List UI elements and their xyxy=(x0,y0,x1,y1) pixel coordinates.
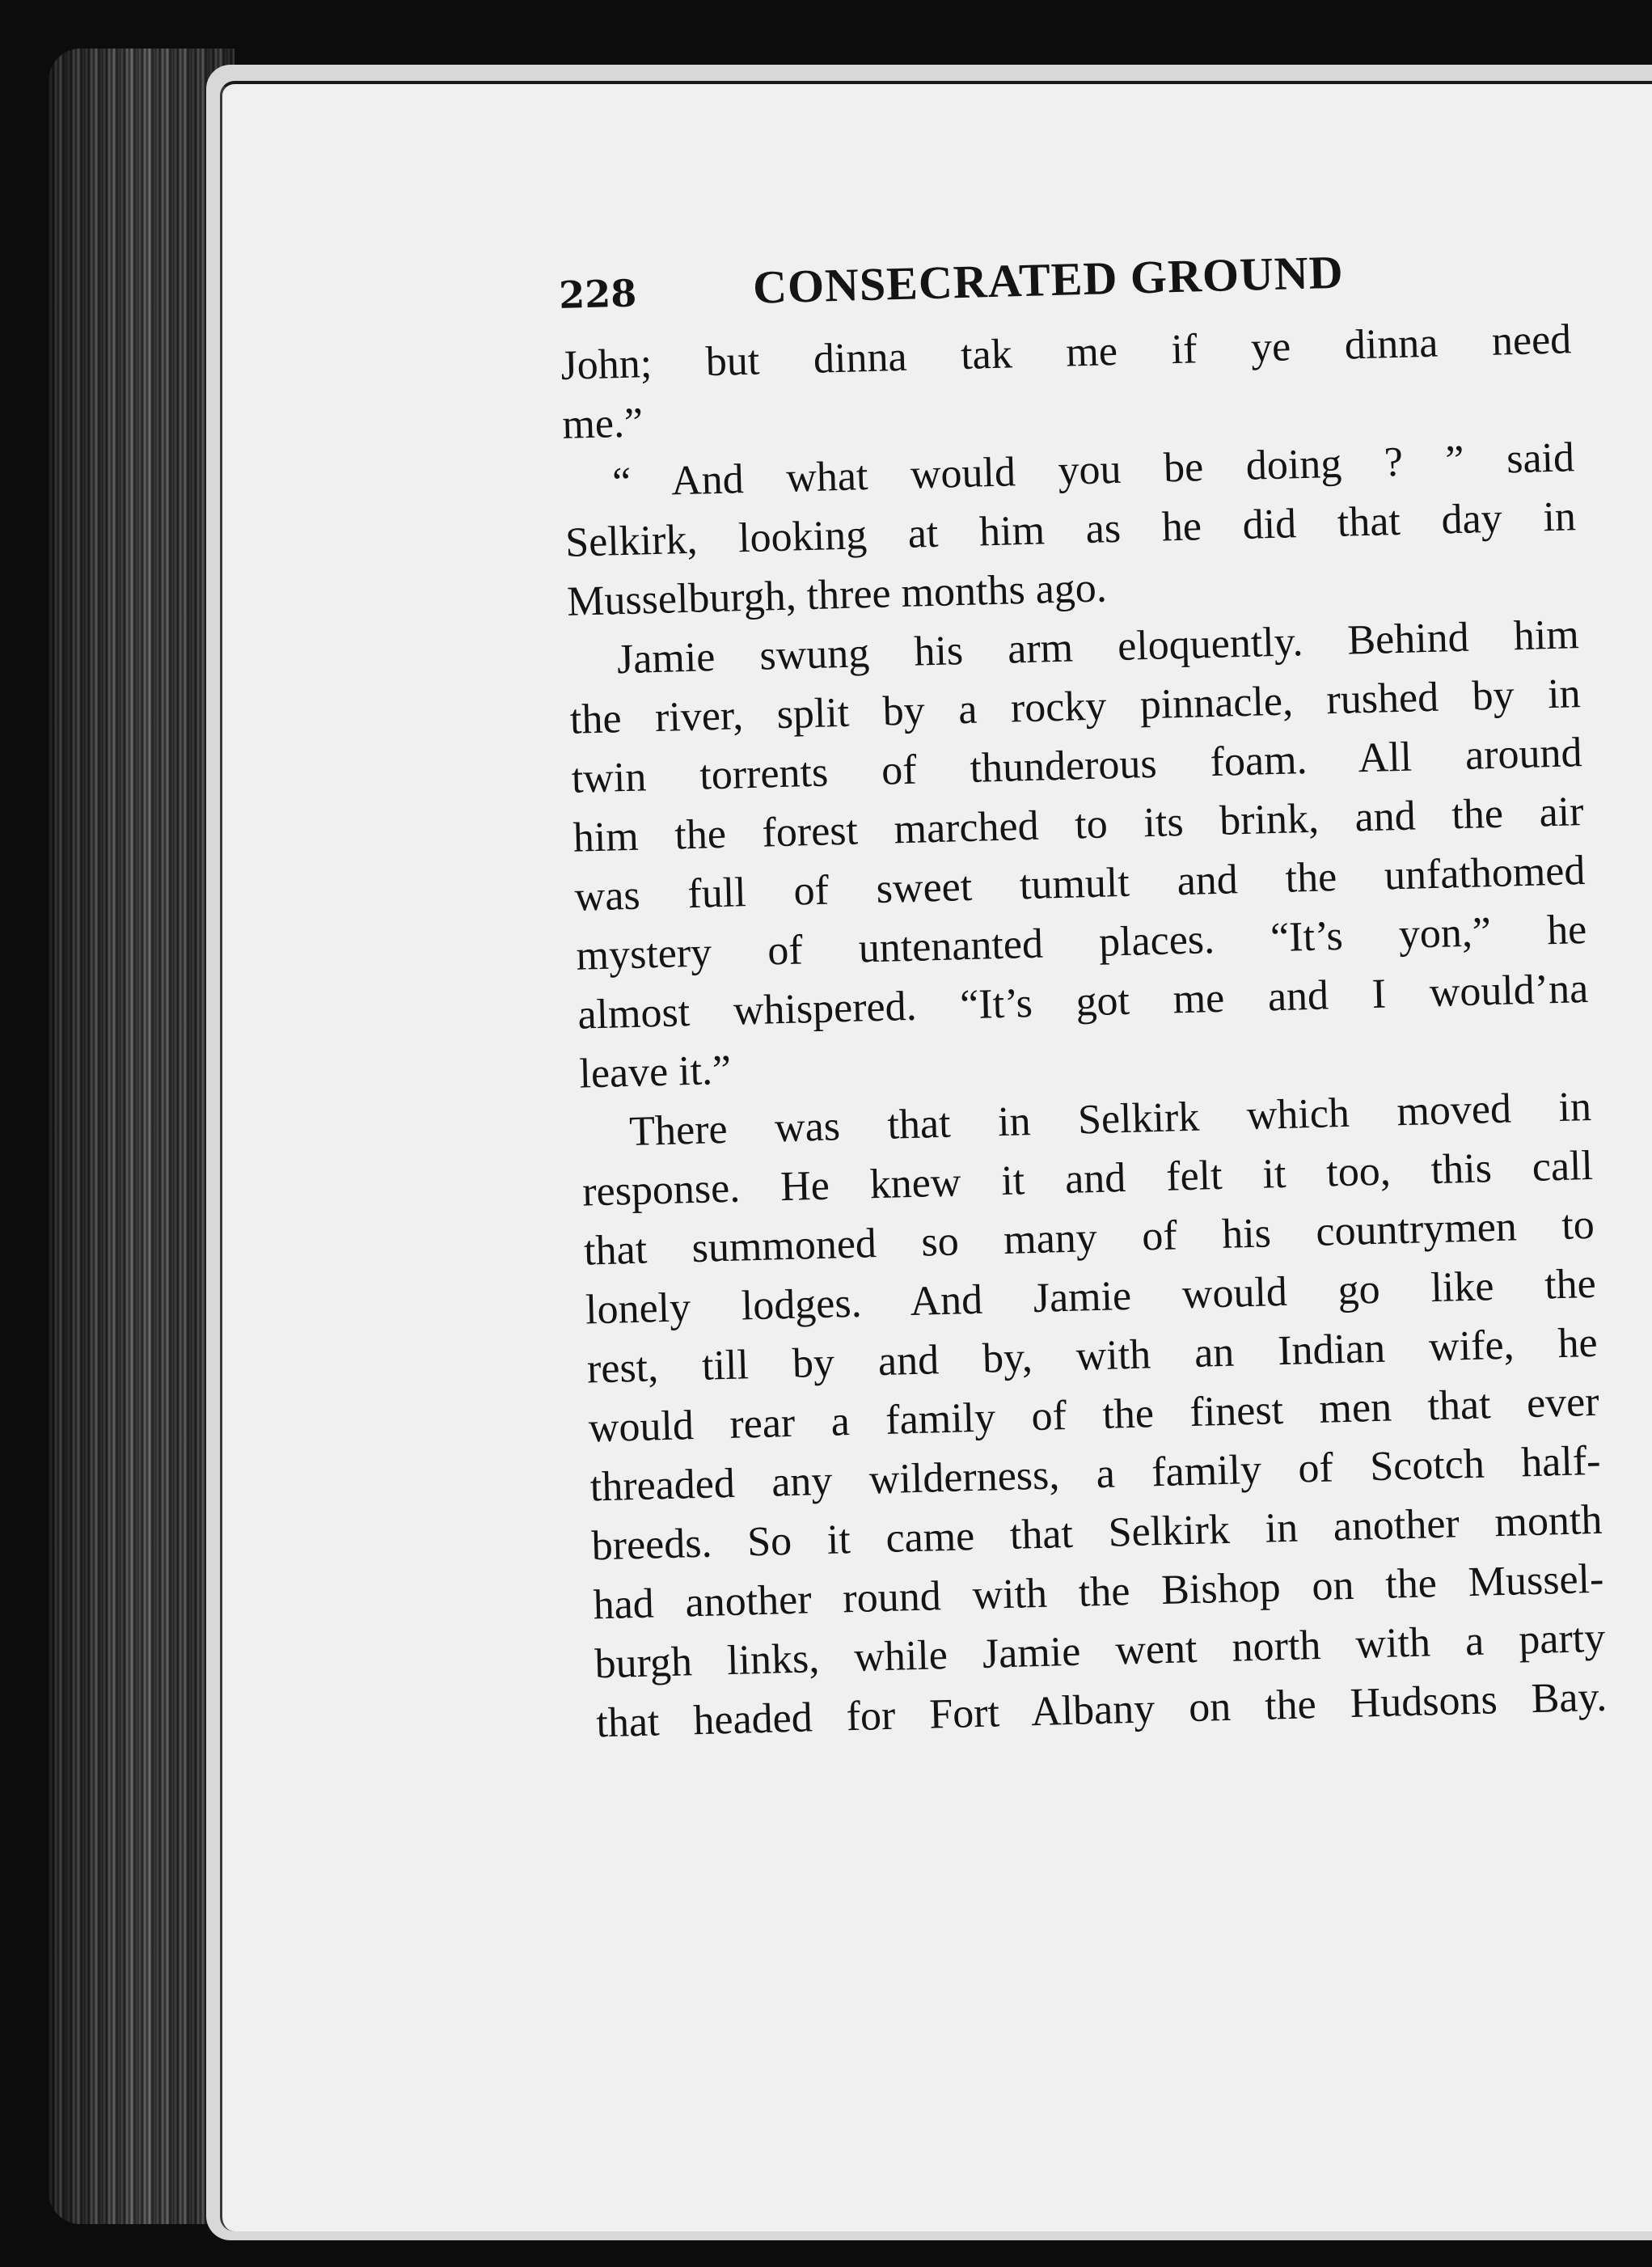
body-text xyxy=(560,310,1608,1753)
text-line: Selkirk, looking at him as he did that day in xyxy=(564,493,1577,566)
text-line: had another round with the Bishop on the Mussel- xyxy=(592,1555,1604,1629)
running-head: CONSECRATED GROUND xyxy=(752,245,1345,314)
text-line: “ And what would you be doing ? ” said xyxy=(611,434,1575,506)
text-line: Musselburgh, three months ago. xyxy=(566,565,1108,625)
text-line: Jamie swung his arm eloquently. Behind him xyxy=(616,611,1580,683)
text-line: rest, till by and by, with an Indian wife, he xyxy=(586,1319,1599,1393)
text-line: twin torrents of thunderous foam. All around xyxy=(571,730,1583,802)
page-number: 228 xyxy=(558,271,637,317)
text-line: John; but dinna tak me if ye dinna need xyxy=(560,316,1572,389)
text-line: that headed for Fort Albany on the Hudsons Bay. xyxy=(595,1673,1608,1747)
text-line: him the forest marched to its brink, and the air xyxy=(572,789,1585,861)
text-line: lonely lodges. And Jamie would go like the xyxy=(585,1260,1597,1334)
text-line: me.” xyxy=(561,400,644,448)
text-line: the river, split by a rocky pinnacle, rushed by in xyxy=(569,670,1582,743)
text-line: threaded any wilderness, a family of Scotch half- xyxy=(589,1437,1602,1511)
text-line: response. He knew it and felt it too, this call xyxy=(581,1142,1594,1216)
text-line: burgh links, while Jamie went north with a party xyxy=(594,1614,1606,1688)
text-line: There was that in Selkirk which moved in xyxy=(628,1083,1592,1156)
text-line: mystery of untenanted places. “It’s yon,” he xyxy=(575,906,1587,979)
text-line: that summoned so many of his countrymen to xyxy=(583,1201,1595,1275)
text-line: almost whispered. “It’s got me and I would’na xyxy=(577,965,1589,1038)
text-line: breeds. So it came that Selkirk in another month xyxy=(590,1496,1603,1570)
text-line: was full of sweet tumult and the unfathomed xyxy=(573,848,1587,920)
text-line: would rear a family of the finest men that ever xyxy=(588,1378,1600,1452)
text-line: leave it.” xyxy=(578,1047,732,1098)
text-block xyxy=(558,231,1608,1753)
